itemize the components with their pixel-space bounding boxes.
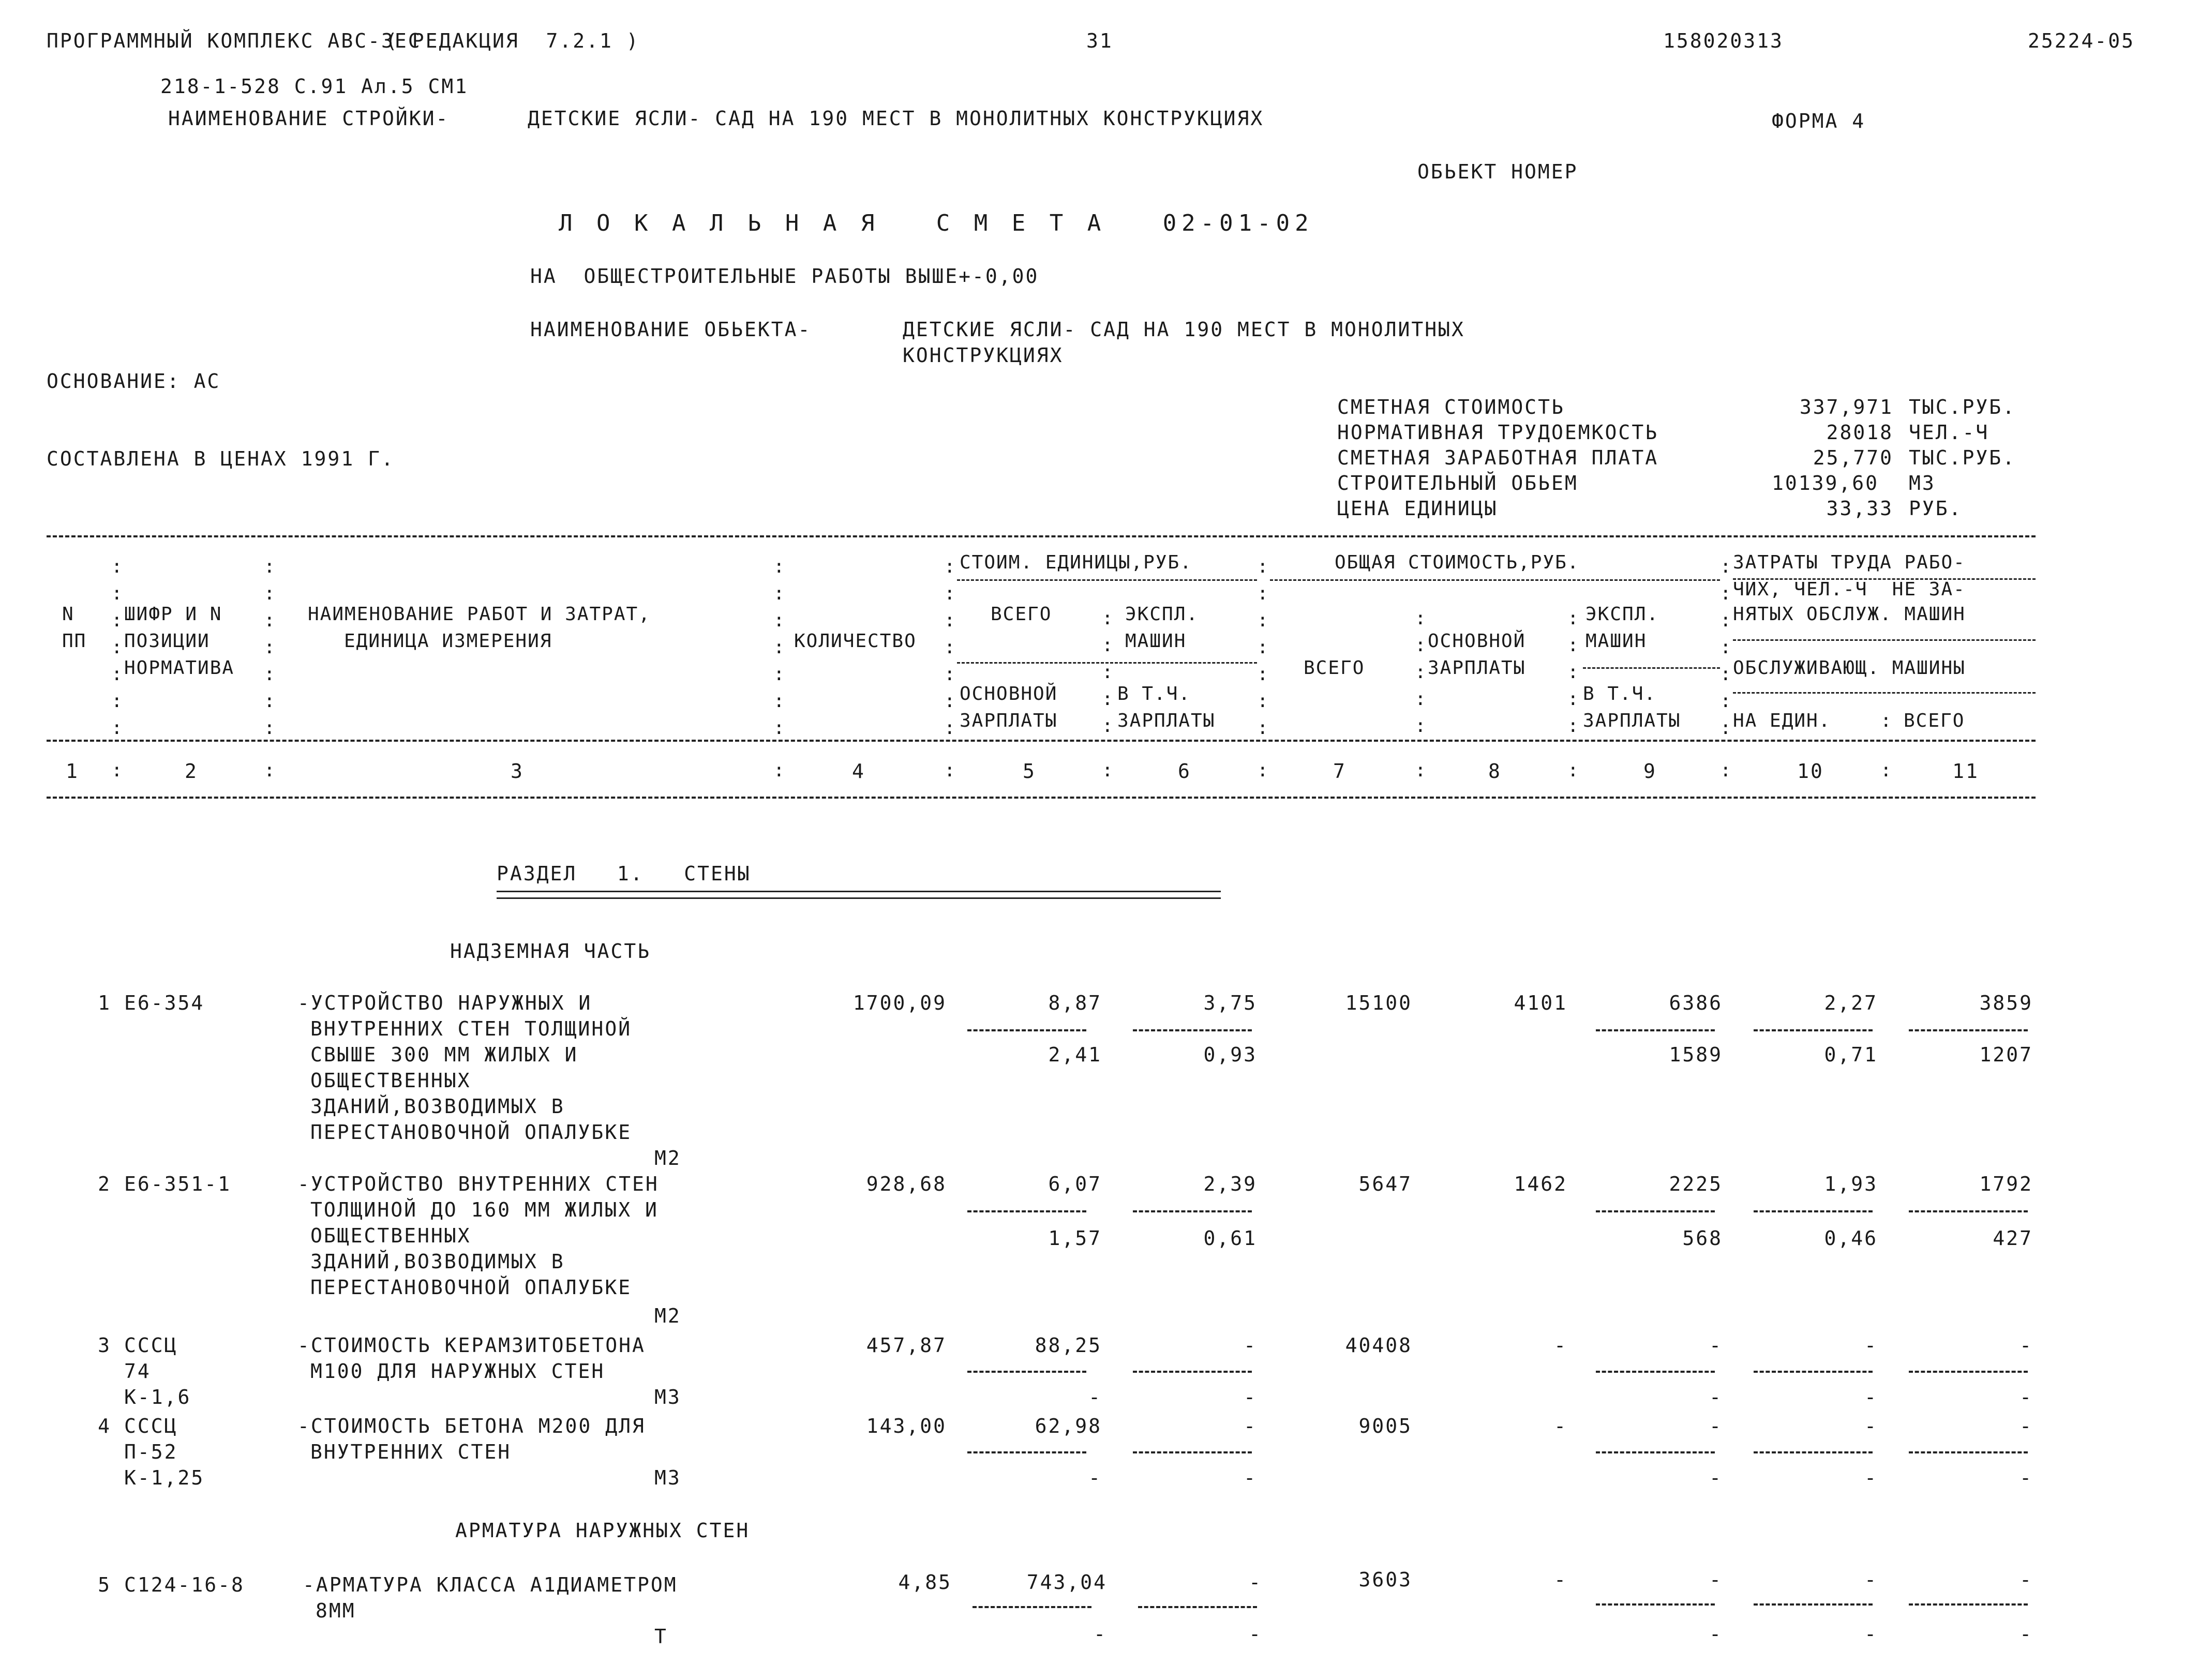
col3-header: НАИМЕНОВАНИЕ РАБОТ И ЗАТРАТ, <box>308 604 651 625</box>
row-description: -УСТРОЙСТВО ВНУТРЕННИХ СТЕН <box>297 1173 659 1195</box>
divider <box>957 662 1257 664</box>
row-operator-unit: 0,46 <box>1824 1227 1878 1250</box>
row-divider <box>1596 1029 1715 1031</box>
summary-value: 33,33 <box>1826 497 1893 520</box>
column-separator: : <box>773 760 786 781</box>
row-wages: - <box>1554 1568 1567 1591</box>
divider <box>1270 579 1720 581</box>
col2-header: НОРМАТИВА <box>124 657 235 679</box>
row-unit-machine-wages: 0,61 <box>1203 1227 1257 1250</box>
section-title: РАЗДЕЛ 1. СТЕНЫ <box>497 862 751 885</box>
column-separator: : <box>944 760 956 781</box>
row-operator-total: - <box>2020 1386 2033 1408</box>
row-unit: М2 <box>654 1147 681 1169</box>
row-labor-unit: 2,27 <box>1824 992 1878 1014</box>
row-divider <box>967 1371 1086 1373</box>
summary-unit: ЧЕЛ.-Ч <box>1909 421 1989 444</box>
column-separator: : <box>1567 760 1580 781</box>
row-unit-wages: 2,41 <box>1048 1043 1102 1066</box>
construction-name: ДЕТСКИЕ ЯСЛИ- САД НА 190 МЕСТ В МОНОЛИТНЫХ КОНСТРУКЦИЯХ <box>528 107 1264 130</box>
row-operator-total: 1207 <box>1979 1043 2033 1066</box>
row-unit-total: 8,87 <box>1048 992 1102 1014</box>
row-unit-total: 743,04 <box>1026 1571 1107 1594</box>
row-machines: - <box>1709 1334 1723 1357</box>
row-unit-machine-wages: - <box>1244 1386 1257 1408</box>
row-labor-unit: - <box>1864 1415 1878 1437</box>
row-description: ОБЩЕСТВЕННЫХ <box>310 1224 471 1247</box>
object-label: НАИМЕНОВАНИЕ ОБЬЕКТА- <box>530 318 812 341</box>
col11-header: ВСЕГО <box>1904 710 1965 731</box>
row-total: 3603 <box>1358 1568 1412 1591</box>
section-underline <box>497 891 1221 899</box>
row-labor-total: - <box>2020 1568 2033 1591</box>
column-separator: : <box>111 760 124 781</box>
row-labor-unit: - <box>1864 1334 1878 1357</box>
row-divider <box>1909 1371 2028 1373</box>
row-unit-machines: 3,75 <box>1203 992 1257 1014</box>
col6b-header: ЗАРПЛАТЫ <box>1117 710 1216 731</box>
object-number: ОБЬЕКТ НОМЕР <box>1417 160 1578 183</box>
row-unit: М3 <box>654 1466 681 1489</box>
row-unit-wages: - <box>1088 1466 1102 1489</box>
row-description: ВНУТРЕННИХ СТЕН <box>310 1441 512 1463</box>
column-separator: : <box>1102 760 1114 781</box>
edition: ( РЕДАКЦИЯ 7.2.1 ) <box>385 29 640 52</box>
row-unit-machine-wages: - <box>1244 1466 1257 1489</box>
row-code: С124-16-8 <box>124 1573 245 1596</box>
row-description: ПЕРЕСТАНОВОЧНОЙ ОПАЛУБКЕ <box>310 1121 632 1144</box>
labor-header: ЗАТРАТЫ ТРУДА РАБО- <box>1733 552 1966 573</box>
summary-value: 337,971 <box>1799 396 1893 418</box>
row-number: 5 <box>98 1573 111 1596</box>
summary-unit: РУБ. <box>1909 497 1963 520</box>
row-operator-unit: - <box>1864 1386 1878 1408</box>
divider <box>47 535 2036 537</box>
row-unit-machine-wages: - <box>1249 1623 1262 1645</box>
divider <box>1583 667 1720 669</box>
row-divider <box>1909 1451 2028 1453</box>
row-description: ЗДАНИЙ,ВОЗВОДИМЫХ В <box>310 1095 565 1118</box>
summary-value: 10139,60 <box>1772 472 1879 494</box>
row-description: М100 ДЛЯ НАРУЖНЫХ СТЕН <box>310 1360 605 1383</box>
form-label: ФОРМА 4 <box>1772 110 1866 132</box>
row-operator-unit: - <box>1864 1623 1878 1645</box>
divider <box>1733 692 2036 694</box>
row-divider <box>967 1029 1086 1031</box>
subtitle: НА ОБЩЕСТРОИТЕЛЬНЫЕ РАБОТЫ ВЫШЕ+-0,00 <box>530 265 1039 288</box>
row-divider <box>1133 1029 1252 1031</box>
basis: ОСНОВАНИЕ: АС <box>47 370 221 393</box>
summary-unit: М3 <box>1909 472 1936 494</box>
col6-header: МАШИН <box>1125 631 1187 652</box>
row-quantity: 928,68 <box>866 1173 947 1195</box>
row-number: 2 <box>98 1173 111 1195</box>
row-divider <box>1133 1451 1252 1453</box>
row-operator-unit: 0,71 <box>1824 1043 1878 1066</box>
col2-header: ШИФР И N <box>124 604 222 625</box>
row-divider <box>1909 1210 2028 1212</box>
row-code: К-1,25 <box>124 1466 205 1489</box>
column-separator: : <box>1880 710 1893 731</box>
row-operator-unit: - <box>1864 1466 1878 1489</box>
row-unit-wages: - <box>1088 1386 1102 1408</box>
row-quantity: 143,00 <box>866 1415 947 1437</box>
row-total: 15100 <box>1345 992 1412 1014</box>
row-divider <box>1133 1210 1252 1212</box>
column-number: 6 <box>1178 760 1191 783</box>
row-unit-total: 6,07 <box>1048 1173 1102 1195</box>
col6-header: ЭКСПЛ. <box>1125 604 1199 625</box>
col10-header: НА ЕДИН. <box>1733 710 1831 731</box>
row-unit-total: 88,25 <box>1035 1334 1102 1357</box>
summary-unit: ТЫС.РУБ. <box>1909 446 2016 469</box>
col2-header: ПОЗИЦИИ <box>124 631 210 652</box>
row-divider <box>1133 1371 1252 1373</box>
row-operator-total: 427 <box>1993 1227 2033 1250</box>
row-code: СССЦ <box>124 1334 178 1357</box>
row-divider <box>1754 1210 1873 1212</box>
row-description: ТОЛЩИНОЙ ДО 160 ММ ЖИЛЫХ И <box>310 1198 659 1221</box>
row-total: 9005 <box>1358 1415 1412 1437</box>
row-description: ОБЩЕСТВЕННЫХ <box>310 1069 471 1092</box>
row-machines: 6386 <box>1669 992 1723 1014</box>
page-number: 31 <box>1086 29 1113 52</box>
row-machine-wages: - <box>1709 1623 1723 1645</box>
summary-label: НОРМАТИВНАЯ ТРУДОЕМКОСТЬ <box>1337 421 1659 444</box>
labor-header: ОБСЛУЖИВАЮЩ. МАШИНЫ <box>1733 657 1966 679</box>
column-separator: : <box>1415 760 1427 781</box>
column-number: 8 <box>1488 760 1502 783</box>
row-total: 40408 <box>1345 1334 1412 1357</box>
row-labor-total: - <box>2020 1334 2033 1357</box>
row-divider <box>1138 1606 1257 1608</box>
row-unit: М2 <box>654 1304 681 1327</box>
row-unit-total: 62,98 <box>1035 1415 1102 1437</box>
row-divider <box>1754 1451 1873 1453</box>
row-divider <box>1754 1371 1873 1373</box>
row-code: 74 <box>124 1360 151 1383</box>
row-unit-wages: - <box>1094 1623 1107 1645</box>
column-separator: : <box>1720 760 1732 781</box>
column-number: 9 <box>1643 760 1657 783</box>
row-description: ВНУТРЕННИХ СТЕН ТОЛЩИНОЙ <box>310 1017 632 1040</box>
summary-value: 25,770 <box>1813 446 1893 469</box>
row-labor-unit: - <box>1864 1568 1878 1591</box>
col8-header: ЗАРПЛАТЫ <box>1428 657 1526 679</box>
row-unit-machine-wages: 0,93 <box>1203 1043 1257 1066</box>
column-number: 4 <box>852 760 865 783</box>
column-separator: : : : : : : : <box>1257 556 1269 739</box>
row-divider <box>1909 1603 2028 1606</box>
column-number: 2 <box>185 760 198 783</box>
summary-label: СМЕТНАЯ ЗАРАБОТНАЯ ПЛАТА <box>1337 446 1659 469</box>
row-wages: - <box>1554 1415 1567 1437</box>
column-number: 11 <box>1952 760 1979 783</box>
row-operator-total: - <box>2020 1623 2033 1645</box>
row-description: -СТОИМОСТЬ КЕРАМЗИТОБЕТОНА <box>297 1334 646 1357</box>
row-code: К-1,6 <box>124 1386 191 1408</box>
column-separator: : : : : : <box>1567 608 1580 737</box>
col9b-header: В Т.Ч. <box>1583 683 1657 704</box>
subsection-title: АРМАТУРА НАРУЖНЫХ СТЕН <box>455 1519 750 1542</box>
unit-cost-header: СТОИМ. ЕДИНИЦЫ,РУБ. <box>960 552 1192 573</box>
divider <box>957 579 1257 581</box>
doc-number: 25224-05 <box>2028 29 2135 52</box>
row-divider <box>1909 1029 2028 1031</box>
row-code: СССЦ <box>124 1415 178 1437</box>
column-separator: : : : : : <box>1415 608 1427 737</box>
column-separator: : : : : : : : <box>1720 556 1732 739</box>
col4-header: КОЛИЧЕСТВО <box>794 631 917 652</box>
row-unit-wages: 1,57 <box>1048 1227 1102 1250</box>
column-number: 1 <box>66 760 79 783</box>
labor-header: НЯТЫХ ОБСЛУЖ. МАШИН <box>1733 604 1966 625</box>
row-divider <box>967 1451 1086 1453</box>
row-unit-machines: 2,39 <box>1203 1173 1257 1195</box>
summary-label: СТРОИТЕЛЬНЫЙ ОБЬЕМ <box>1337 472 1578 494</box>
row-code: П-52 <box>124 1441 178 1463</box>
row-machines: - <box>1709 1415 1723 1437</box>
row-number: 1 <box>98 992 111 1014</box>
row-description: ЗДАНИЙ,ВОЗВОДИМЫХ В <box>310 1250 565 1273</box>
row-machines: - <box>1709 1568 1723 1591</box>
row-labor-unit: 1,93 <box>1824 1173 1878 1195</box>
row-description: -УСТРОЙСТВО НАРУЖНЫХ И <box>297 992 592 1014</box>
col1-header: N <box>62 604 74 625</box>
row-divider <box>1754 1029 1873 1031</box>
row-divider <box>1596 1451 1715 1453</box>
row-quantity: 4,85 <box>898 1571 952 1594</box>
divider <box>47 797 2036 799</box>
column-number: 7 <box>1333 760 1347 783</box>
summary-value: 28018 <box>1826 421 1893 444</box>
page-title: Л О К А Л Ь Н А Я С М Е Т А 02-01-02 <box>559 210 1314 236</box>
row-wages: 4101 <box>1514 992 1567 1014</box>
col1-header: ПП <box>62 631 87 652</box>
row-machine-wages: 568 <box>1682 1227 1723 1250</box>
column-separator: : <box>264 760 276 781</box>
col9b-header: ЗАРПЛАТЫ <box>1583 710 1681 731</box>
row-code: Е6-354 <box>124 992 205 1014</box>
row-labor-total: - <box>2020 1415 2033 1437</box>
col5b-header: ЗАРПЛАТЫ <box>960 710 1058 731</box>
row-description: ПЕРЕСТАНОВОЧНОЙ ОПАЛУБКЕ <box>310 1276 632 1299</box>
row-unit-machines: - <box>1244 1415 1257 1437</box>
row-labor-total: 3859 <box>1979 992 2033 1014</box>
divider <box>1733 639 2036 641</box>
row-unit-machines: - <box>1244 1334 1257 1357</box>
column-separator: : <box>1257 760 1269 781</box>
row-divider <box>1596 1603 1715 1606</box>
row-operator-total: - <box>2020 1466 2033 1489</box>
column-separator: : : : : : : : <box>264 556 276 739</box>
row-wages: 1462 <box>1514 1173 1567 1195</box>
col8-header: ОСНОВНОЙ <box>1428 631 1526 652</box>
row-description: СВЫШЕ 300 ММ ЖИЛЫХ И <box>310 1043 578 1066</box>
row-labor-total: 1792 <box>1979 1173 2033 1195</box>
construction-label: НАИМЕНОВАНИЕ СТРОЙКИ- <box>168 107 450 130</box>
summary-label: ЦЕНА ЕДИНИЦЫ <box>1337 497 1498 520</box>
column-number: 5 <box>1023 760 1036 783</box>
column-number: 10 <box>1797 760 1824 783</box>
object-name-line-2: КОНСТРУКЦИЯХ <box>903 344 1064 367</box>
col9-header: ЭКСПЛ. <box>1585 604 1659 625</box>
column-number: 3 <box>511 760 524 783</box>
row-code: Е6-351-1 <box>124 1173 232 1195</box>
col9-header: МАШИН <box>1585 631 1647 652</box>
row-unit: М3 <box>654 1386 681 1408</box>
row-quantity: 1700,09 <box>852 992 947 1014</box>
col5-header: ВСЕГО <box>991 604 1052 625</box>
col6b-header: В Т.Ч. <box>1117 683 1191 704</box>
column-separator: : : : : : <box>1102 608 1114 737</box>
row-unit: Т <box>654 1625 668 1648</box>
row-number: 3 <box>98 1334 111 1357</box>
summary-unit: ТЫС.РУБ. <box>1909 396 2016 418</box>
row-divider <box>1596 1210 1715 1212</box>
subsection-title: НАДЗЕМНАЯ ЧАСТЬ <box>450 940 651 963</box>
total-cost-header: ОБЩАЯ СТОИМОСТЬ,РУБ. <box>1335 552 1580 573</box>
summary-label: СМЕТНАЯ СТОИМОСТЬ <box>1337 396 1565 418</box>
row-unit-machines: - <box>1249 1571 1262 1594</box>
row-description: -СТОИМОСТЬ БЕТОНА М200 ДЛЯ <box>297 1415 646 1437</box>
program-name: ПРОГРАММНЫЙ КОМПЛЕКС АВС-3ЕС <box>47 29 422 52</box>
labor-header: ЧИХ, ЧЕЛ.-Ч НЕ ЗА- <box>1733 579 1966 600</box>
row-machine-wages: - <box>1709 1466 1723 1489</box>
row-divider <box>1596 1371 1715 1373</box>
row-quantity: 457,87 <box>866 1334 947 1357</box>
row-divider <box>967 1210 1086 1212</box>
col7-header: ВСЕГО <box>1304 657 1365 679</box>
row-divider <box>973 1606 1091 1608</box>
column-separator: : : : : : : : <box>944 556 956 739</box>
row-description: 8ММ <box>316 1599 356 1622</box>
object-name-line-1: ДЕТСКИЕ ЯСЛИ- САД НА 190 МЕСТ В МОНОЛИТНЫХ <box>903 318 1465 341</box>
row-description: -АРМАТУРА КЛАССА А1ДИАМЕТРОМ <box>303 1573 678 1596</box>
row-total: 5647 <box>1358 1173 1412 1195</box>
col5b-header: ОСНОВНОЙ <box>960 683 1058 704</box>
divider <box>47 740 2036 742</box>
column-separator: : : : : : : : <box>111 556 124 739</box>
prices-year: СОСТАВЛЕНА В ЦЕНАХ 1991 Г. <box>47 447 395 470</box>
row-number: 4 <box>98 1415 111 1437</box>
column-separator: : : : : : : : <box>773 556 786 739</box>
row-wages: - <box>1554 1334 1567 1357</box>
reference: 218-1-528 С.91 Ал.5 СМ1 <box>160 75 469 98</box>
row-machines: 2225 <box>1669 1173 1723 1195</box>
column-separator: : <box>1880 760 1893 781</box>
col3-header: ЕДИНИЦА ИЗМЕРЕНИЯ <box>344 631 552 652</box>
row-machine-wages: - <box>1709 1386 1723 1408</box>
row-machine-wages: 1589 <box>1669 1043 1723 1066</box>
code: 158020313 <box>1663 29 1784 52</box>
row-divider <box>1754 1603 1873 1606</box>
